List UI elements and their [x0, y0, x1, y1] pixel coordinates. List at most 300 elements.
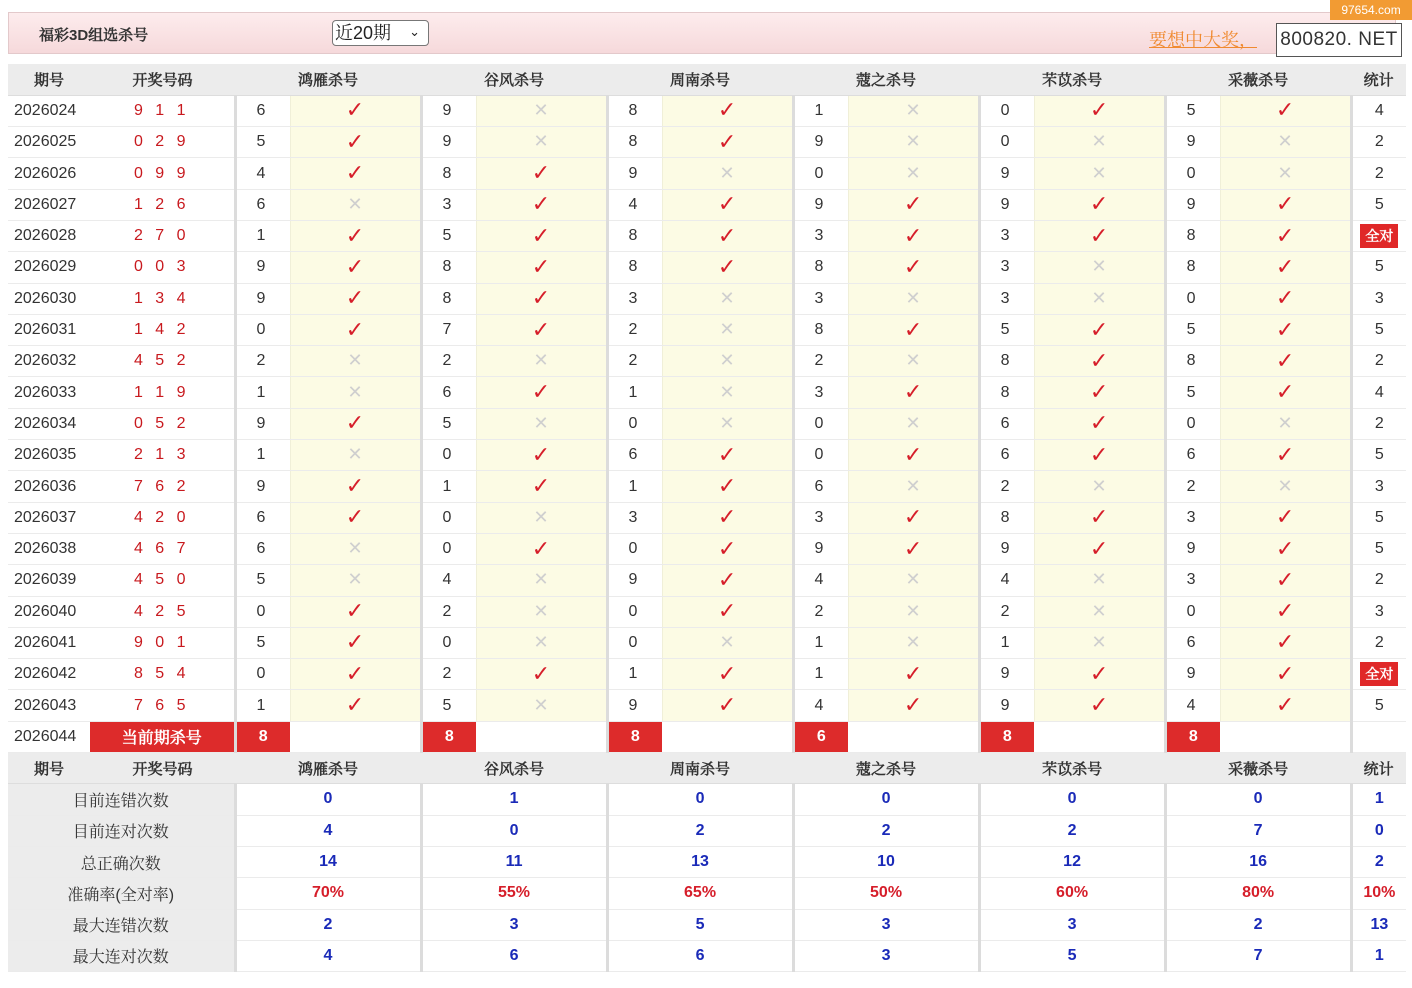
result-mark-cell — [290, 314, 421, 345]
period-cell: 2026024 — [8, 95, 90, 126]
result-mark-cell — [1220, 346, 1351, 377]
draw-number-cell: 8 5 4 — [90, 659, 235, 690]
current-kill-number: 8 — [235, 721, 290, 752]
summary-stat: 1 — [1351, 784, 1406, 815]
result-mark-cell — [1220, 440, 1351, 471]
cross-icon: ✕ — [1091, 287, 1107, 308]
col-stat-header: 统计 — [1351, 753, 1406, 784]
summary-value: 10 — [793, 846, 979, 877]
promo-link[interactable]: 要想中大奖， — [1149, 30, 1257, 50]
kill-number-cell: 8 — [421, 158, 476, 189]
check-icon: ✓ — [531, 660, 551, 686]
col-expert-header: 蔻之杀号 — [793, 753, 979, 784]
result-mark-cell — [476, 283, 607, 314]
kill-number-cell: 9 — [421, 95, 476, 126]
kill-number-cell: 3 — [1165, 565, 1220, 596]
check-icon: ✓ — [717, 598, 737, 624]
kill-number-cell: 8 — [979, 502, 1034, 533]
cross-icon: ✕ — [533, 506, 549, 527]
kill-number-cell: 6 — [1165, 440, 1220, 471]
kill-number-cell: 3 — [1165, 502, 1220, 533]
kill-number-cell: 9 — [979, 158, 1034, 189]
kill-number-cell: 2 — [421, 596, 476, 627]
col-expert-header: 谷风杀号 — [421, 64, 607, 95]
result-mark-cell — [290, 346, 421, 377]
cross-icon: ✕ — [1277, 131, 1293, 152]
table-row — [8, 377, 1406, 408]
check-icon: ✓ — [1275, 535, 1295, 561]
result-mark-cell — [848, 283, 979, 314]
kill-number-cell: 0 — [235, 659, 290, 690]
result-mark-cell — [848, 471, 979, 502]
check-icon: ✓ — [1275, 253, 1295, 279]
kill-number-cell: 5 — [1165, 377, 1220, 408]
all-correct-badge: 全对 — [1360, 224, 1398, 248]
kill-number-cell: 6 — [793, 471, 848, 502]
cross-icon: ✕ — [1091, 569, 1107, 590]
summary-value: 5 — [607, 909, 793, 940]
draw-number-cell: 7 6 5 — [90, 690, 235, 721]
result-mark-cell — [476, 533, 607, 564]
kill-number-cell: 4 — [607, 189, 662, 220]
result-mark-cell — [476, 95, 607, 126]
result-mark-cell — [1220, 158, 1351, 189]
kill-number-table — [8, 64, 1406, 972]
period-cell: 2026033 — [8, 377, 90, 408]
result-mark-cell — [290, 127, 421, 158]
kill-number-cell: 9 — [979, 690, 1034, 721]
kill-number-cell: 6 — [1165, 627, 1220, 658]
result-mark-cell — [476, 158, 607, 189]
cross-icon: ✕ — [1277, 412, 1293, 433]
cross-icon: ✕ — [719, 287, 735, 308]
kill-number-cell: 3 — [607, 283, 662, 314]
kill-number-cell: 5 — [1165, 314, 1220, 345]
period-cell: 2026042 — [8, 659, 90, 690]
check-icon: ✓ — [903, 535, 923, 561]
summary-value: 2 — [1165, 909, 1351, 940]
kill-number-cell: 9 — [1165, 533, 1220, 564]
current-blank-cell — [662, 721, 793, 752]
kill-number-cell: 6 — [607, 440, 662, 471]
result-mark-cell — [1034, 95, 1165, 126]
current-blank-cell — [290, 721, 421, 752]
kill-number-cell: 8 — [1165, 220, 1220, 251]
cross-icon: ✕ — [533, 600, 549, 621]
result-mark-cell — [476, 346, 607, 377]
summary-value: 55% — [421, 878, 607, 909]
cross-icon: ✕ — [1091, 256, 1107, 277]
summary-value: 80% — [1165, 878, 1351, 909]
cross-icon: ✕ — [905, 131, 921, 152]
check-icon: ✓ — [531, 379, 551, 405]
result-mark-cell — [1034, 690, 1165, 721]
period-select[interactable] — [332, 20, 429, 46]
period-cell: 2026044 — [8, 721, 90, 752]
table-row — [8, 408, 1406, 439]
table-row — [8, 220, 1406, 251]
kill-number-cell: 0 — [235, 596, 290, 627]
table-row — [8, 565, 1406, 596]
result-mark-cell — [662, 659, 793, 690]
cross-icon: ✕ — [905, 350, 921, 371]
summary-row — [8, 878, 1406, 909]
result-mark-cell — [1220, 220, 1351, 251]
cross-icon: ✕ — [533, 412, 549, 433]
result-mark-cell — [1034, 283, 1165, 314]
current-kill-number: 6 — [793, 721, 848, 752]
kill-number-cell: 0 — [793, 158, 848, 189]
summary-value: 13 — [607, 846, 793, 877]
current-kill-number: 8 — [979, 721, 1034, 752]
check-icon: ✓ — [1275, 222, 1295, 248]
summary-value: 2 — [793, 815, 979, 846]
stat-cell: 2 — [1351, 346, 1406, 377]
check-icon: ✓ — [903, 253, 923, 279]
kill-number-cell: 5 — [235, 127, 290, 158]
cross-icon: ✕ — [533, 631, 549, 652]
result-mark-cell — [848, 346, 979, 377]
kill-number-cell: 2 — [607, 346, 662, 377]
check-icon: ✓ — [531, 160, 551, 186]
stat-cell: 2 — [1351, 127, 1406, 158]
result-mark-cell — [1220, 502, 1351, 533]
stat-cell: 5 — [1351, 189, 1406, 220]
cross-icon: ✕ — [719, 350, 735, 371]
check-icon: ✓ — [1275, 660, 1295, 686]
period-cell: 2026038 — [8, 533, 90, 564]
draw-number-cell: 1 1 9 — [90, 377, 235, 408]
kill-number-cell: 4 — [793, 565, 848, 596]
period-cell: 2026037 — [8, 502, 90, 533]
result-mark-cell — [662, 471, 793, 502]
check-icon: ✓ — [531, 441, 551, 467]
kill-number-cell: 9 — [793, 533, 848, 564]
cross-icon: ✕ — [1277, 162, 1293, 183]
kill-number-cell: 8 — [421, 283, 476, 314]
result-mark-cell — [662, 502, 793, 533]
result-mark-cell — [848, 252, 979, 283]
result-mark-cell — [290, 158, 421, 189]
check-icon: ✓ — [717, 191, 737, 217]
summary-row — [8, 846, 1406, 877]
check-icon: ✓ — [345, 316, 365, 342]
summary-row — [8, 909, 1406, 940]
kill-number-cell: 2 — [421, 659, 476, 690]
check-icon: ✓ — [345, 253, 365, 279]
check-icon: ✓ — [903, 660, 923, 686]
kill-number-cell: 0 — [421, 627, 476, 658]
check-icon: ✓ — [345, 473, 365, 498]
kill-number-cell: 9 — [979, 659, 1034, 690]
stat-cell: 5 — [1351, 533, 1406, 564]
col-draw-header: 开奖号码 — [90, 64, 235, 95]
kill-number-cell: 9 — [1165, 189, 1220, 220]
period-cell: 2026043 — [8, 690, 90, 721]
summary-value: 3 — [793, 940, 979, 971]
result-mark-cell — [1220, 314, 1351, 345]
kill-number-cell: 3 — [793, 502, 848, 533]
result-mark-cell — [662, 220, 793, 251]
result-mark-cell — [848, 408, 979, 439]
result-mark-cell — [1034, 220, 1165, 251]
kill-number-cell: 1 — [235, 690, 290, 721]
kill-number-cell: 2 — [979, 596, 1034, 627]
check-icon: ✓ — [345, 222, 365, 248]
current-kill-label: 当前期杀号 — [90, 721, 235, 752]
stat-cell: 3 — [1351, 283, 1406, 314]
result-mark-cell — [662, 565, 793, 596]
result-mark-cell — [848, 659, 979, 690]
kill-number-cell: 8 — [979, 346, 1034, 377]
period-cell: 2026025 — [8, 127, 90, 158]
period-cell: 2026028 — [8, 220, 90, 251]
period-cell: 2026030 — [8, 283, 90, 314]
summary-stat: 10% — [1351, 878, 1406, 909]
result-mark-cell — [290, 659, 421, 690]
result-mark-cell — [1034, 252, 1165, 283]
check-icon: ✓ — [717, 692, 737, 718]
kill-number-cell: 9 — [235, 471, 290, 502]
summary-value: 65% — [607, 878, 793, 909]
col-draw-header: 开奖号码 — [90, 753, 235, 784]
cross-icon: ✕ — [719, 319, 735, 340]
summary-value: 50% — [793, 878, 979, 909]
table-row — [8, 252, 1406, 283]
summary-stat: 1 — [1351, 940, 1406, 971]
summary-value: 7 — [1165, 815, 1351, 846]
result-mark-cell — [1220, 127, 1351, 158]
kill-number-cell: 9 — [235, 283, 290, 314]
result-mark-cell — [848, 127, 979, 158]
kill-number-cell: 0 — [607, 627, 662, 658]
kill-number-cell: 9 — [607, 690, 662, 721]
check-icon: ✓ — [717, 97, 737, 123]
result-mark-cell — [662, 440, 793, 471]
stat-cell: 5 — [1351, 252, 1406, 283]
kill-number-cell: 0 — [1165, 158, 1220, 189]
result-mark-cell — [476, 377, 607, 408]
summary-label: 最大连错次数 — [8, 909, 235, 940]
kill-number-cell: 6 — [979, 440, 1034, 471]
draw-number-cell: 7 6 2 — [90, 471, 235, 502]
col-expert-header: 鸿雁杀号 — [235, 753, 421, 784]
result-mark-cell — [1220, 596, 1351, 627]
kill-number-cell: 9 — [235, 408, 290, 439]
kill-number-cell: 1 — [421, 471, 476, 502]
result-mark-cell — [290, 440, 421, 471]
kill-number-cell: 0 — [1165, 596, 1220, 627]
kill-number-cell: 5 — [421, 408, 476, 439]
summary-stat: 2 — [1351, 846, 1406, 877]
check-icon: ✓ — [717, 441, 737, 467]
result-mark-cell — [1220, 377, 1351, 408]
cross-icon: ✕ — [719, 381, 735, 402]
check-icon: ✓ — [345, 285, 365, 311]
check-icon: ✓ — [1275, 566, 1295, 592]
kill-number-cell: 1 — [235, 440, 290, 471]
draw-number-cell: 0 5 2 — [90, 408, 235, 439]
result-mark-cell — [1034, 565, 1165, 596]
check-icon: ✓ — [1089, 535, 1109, 561]
kill-number-cell: 3 — [979, 252, 1034, 283]
kill-number-cell: 3 — [793, 220, 848, 251]
result-mark-cell — [1034, 127, 1165, 158]
kill-number-cell: 2 — [793, 596, 848, 627]
check-icon: ✓ — [531, 316, 551, 342]
result-mark-cell — [476, 565, 607, 596]
summary-value: 70% — [235, 878, 421, 909]
period-cell: 2026036 — [8, 471, 90, 502]
cross-icon: ✕ — [719, 412, 735, 433]
result-mark-cell — [848, 314, 979, 345]
kill-number-cell: 0 — [607, 596, 662, 627]
cross-icon: ✕ — [347, 569, 363, 590]
result-mark-cell — [662, 283, 793, 314]
table-row — [8, 659, 1406, 690]
check-icon: ✓ — [717, 504, 737, 530]
kill-number-cell: 8 — [607, 220, 662, 251]
kill-number-cell: 9 — [607, 158, 662, 189]
summary-value: 6 — [607, 940, 793, 971]
cross-icon: ✕ — [533, 694, 549, 715]
period-cell: 2026034 — [8, 408, 90, 439]
result-mark-cell — [662, 690, 793, 721]
kill-number-cell: 0 — [1165, 408, 1220, 439]
kill-number-cell: 3 — [421, 189, 476, 220]
cross-icon: ✕ — [905, 475, 921, 496]
result-mark-cell — [1034, 377, 1165, 408]
result-mark-cell — [848, 95, 979, 126]
result-mark-cell — [476, 690, 607, 721]
col-expert-header: 芣苡杀号 — [979, 64, 1165, 95]
stat-cell: 2 — [1351, 158, 1406, 189]
check-icon: ✓ — [1275, 598, 1295, 624]
summary-label: 总正确次数 — [8, 846, 235, 877]
stat-cell: 3 — [1351, 596, 1406, 627]
check-icon: ✓ — [345, 160, 365, 186]
result-mark-cell — [476, 627, 607, 658]
result-mark-cell — [1034, 314, 1165, 345]
result-mark-cell — [1034, 346, 1165, 377]
check-icon: ✓ — [345, 598, 365, 624]
kill-number-cell: 8 — [1165, 252, 1220, 283]
check-icon: ✓ — [345, 410, 365, 436]
stat-cell: 2 — [1351, 627, 1406, 658]
kill-number-cell: 0 — [979, 95, 1034, 126]
draw-number-cell: 4 5 0 — [90, 565, 235, 596]
check-icon: ✓ — [717, 535, 737, 561]
check-icon: ✓ — [903, 191, 923, 217]
result-mark-cell — [476, 596, 607, 627]
kill-number-cell: 0 — [421, 502, 476, 533]
kill-number-cell: 1 — [607, 471, 662, 502]
summary-value: 0 — [1165, 784, 1351, 815]
kill-number-cell: 2 — [421, 346, 476, 377]
summary-label: 最大连对次数 — [8, 940, 235, 971]
period-cell: 2026027 — [8, 189, 90, 220]
kill-number-cell: 8 — [1165, 346, 1220, 377]
result-mark-cell — [290, 690, 421, 721]
kill-number-cell: 6 — [235, 502, 290, 533]
result-mark-cell — [1034, 596, 1165, 627]
result-mark-cell — [662, 252, 793, 283]
check-icon: ✓ — [1089, 316, 1109, 342]
draw-number-cell: 4 5 2 — [90, 346, 235, 377]
result-mark-cell — [848, 502, 979, 533]
result-mark-cell — [476, 659, 607, 690]
result-mark-cell — [476, 220, 607, 251]
kill-number-cell: 0 — [793, 408, 848, 439]
kill-number-cell: 4 — [421, 565, 476, 596]
check-icon: ✓ — [1275, 379, 1295, 405]
stat-cell: 5 — [1351, 314, 1406, 345]
result-mark-cell — [290, 252, 421, 283]
kill-number-cell: 5 — [235, 627, 290, 658]
check-icon: ✓ — [903, 316, 923, 342]
check-icon: ✓ — [531, 191, 551, 217]
cross-icon: ✕ — [347, 193, 363, 214]
draw-number-cell: 9 0 1 — [90, 627, 235, 658]
summary-value: 14 — [235, 846, 421, 877]
current-blank-cell — [1220, 721, 1351, 752]
kill-number-cell: 2 — [1165, 471, 1220, 502]
result-mark-cell — [476, 127, 607, 158]
app-title: 福彩3D组选杀号 — [39, 27, 149, 44]
result-mark-cell — [662, 314, 793, 345]
result-mark-cell — [290, 377, 421, 408]
summary-stat: 13 — [1351, 909, 1406, 940]
kill-number-cell: 3 — [793, 283, 848, 314]
check-icon: ✓ — [1089, 660, 1109, 686]
draw-number-cell: 4 6 7 — [90, 533, 235, 564]
summary-row — [8, 815, 1406, 846]
cross-icon: ✕ — [719, 631, 735, 652]
kill-number-cell: 8 — [607, 95, 662, 126]
kill-number-cell: 3 — [979, 220, 1034, 251]
result-mark-cell — [290, 502, 421, 533]
cross-icon: ✕ — [533, 131, 549, 152]
result-mark-cell — [848, 627, 979, 658]
result-mark-cell — [848, 189, 979, 220]
period-cell: 2026026 — [8, 158, 90, 189]
table-row — [8, 127, 1406, 158]
cross-icon: ✕ — [347, 444, 363, 465]
stat-cell: 4 — [1351, 377, 1406, 408]
kill-number-cell: 0 — [607, 533, 662, 564]
check-icon: ✓ — [903, 441, 923, 467]
cross-icon: ✕ — [905, 569, 921, 590]
cross-icon: ✕ — [1091, 631, 1107, 652]
stat-cell: 3 — [1351, 471, 1406, 502]
site-banner[interactable]: 800820. NET — [1276, 23, 1402, 57]
kill-number-cell: 9 — [235, 252, 290, 283]
col-expert-header: 采薇杀号 — [1165, 753, 1351, 784]
summary-value: 7 — [1165, 940, 1351, 971]
col-period-header: 期号 — [8, 64, 90, 95]
check-icon: ✓ — [531, 222, 551, 248]
kill-number-cell: 6 — [235, 95, 290, 126]
result-mark-cell — [1034, 158, 1165, 189]
summary-value: 0 — [607, 784, 793, 815]
col-stat-header: 统计 — [1351, 64, 1406, 95]
summary-value: 0 — [979, 784, 1165, 815]
kill-number-cell: 8 — [421, 252, 476, 283]
kill-number-cell: 6 — [979, 408, 1034, 439]
kill-number-cell: 9 — [979, 189, 1034, 220]
summary-value: 3 — [793, 909, 979, 940]
col-period-header: 期号 — [8, 753, 90, 784]
